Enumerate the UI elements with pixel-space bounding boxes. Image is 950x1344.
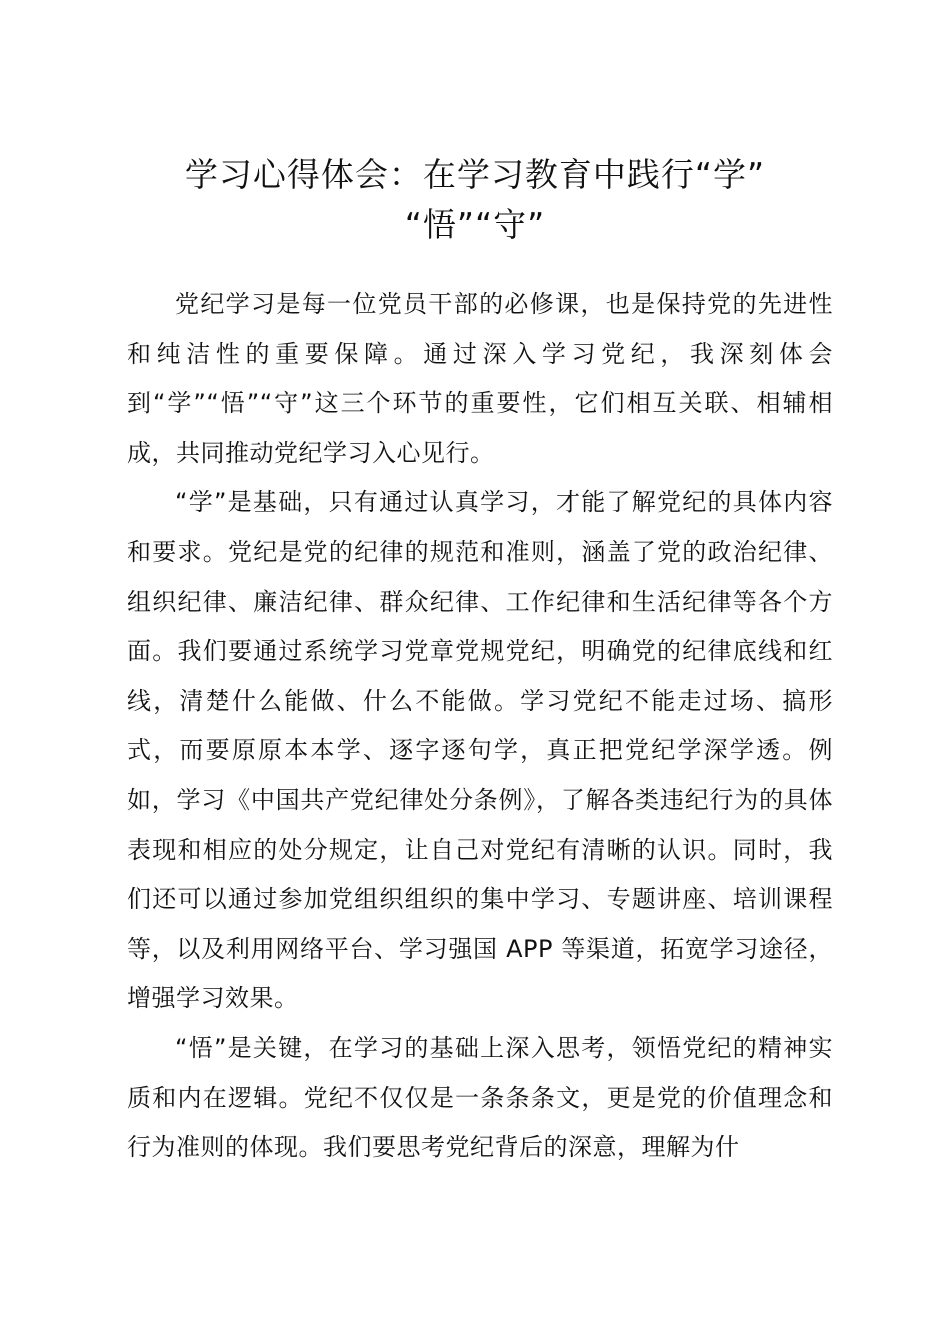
title-line-2: “悟”“守” [404,205,546,244]
document-body [127,280,833,1173]
paragraph-intro: 党纪学习是每一位党员干部的必修课，也是保持党的先进性和纯洁性的重要保障。通过深入学习党纪，我深刻体会到“学”“悟”“守”这三个环节的重要性，它们相互关联、相辅相成，共同推动党纪学习入心见行。 [127,290,833,467]
title-line-1: 学习心得体会：在学习教育中践行“学” [184,155,766,194]
document-title [112,150,838,250]
paragraph-wu: “悟”是关键，在学习的基础上深入思考，领悟党纪的精神实质和内在逻辑。党纪不仅仅是一条条条文，更是党的价值理念和行为准则的体现。我们要思考党纪背后的深意，理解为什 [127,1033,833,1162]
paragraph-xue: “学”是基础，只有通过认真学习，才能了解党纪的具体内容和要求。党纪是党的纪律的规范和准则，涵盖了党的政治纪律、组织纪律、廉洁纪律、群众纪律、工作纪律和生活纪律等各个方面。我们要通过系统学习党章党规党纪，明确党的纪律底线和红线，清楚什么能做、什么不能做。学习党纪不能走过场、搞形式，而要原原本本学、逐字逐句学，真正把党纪学深学透。例如，学习《中国共产党纪律处分条例》，了解各类违纪行为的具体表现和相应的处分规定，让自己对党纪有清晰的认识。同时，我们还可以通过参加党组织组织的集中学习、专题讲座、培训课程等，以及利用网络平台、学习强国 APP 等渠道，拓宽学习途径，增强学习效果。 [127,488,833,1013]
